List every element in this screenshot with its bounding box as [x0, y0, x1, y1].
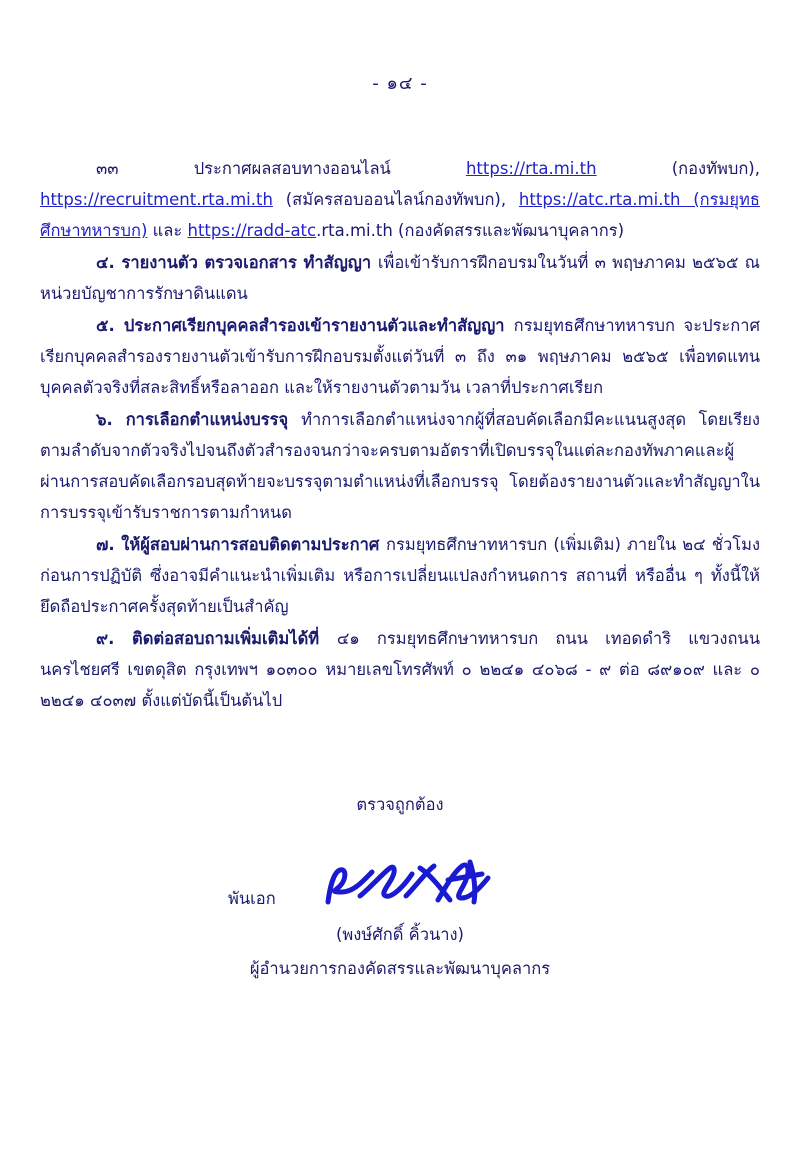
handwritten-signature — [320, 856, 500, 916]
signature-block — [40, 790, 760, 984]
paragraph-report-documents — [40, 247, 760, 309]
signer-title: ผู้อำนวยการกองคัดสรรและพัฒนาบุคลากร — [249, 959, 551, 978]
para-online-results-run-6: และ — [147, 221, 188, 240]
link-3[interactable]: https://recruitment.rta.mi.th — [40, 190, 273, 209]
para-online-results-run-0: ๓๓ ประกาศผลสอบทางออนไลน์ — [96, 159, 466, 178]
para-contact-run-0: ๙. ติดต่อสอบถามเพิ่มเติมได้ที่ — [96, 629, 337, 648]
paragraph-contact — [40, 623, 760, 716]
para-online-results-run-2: (กองทัพบก), — [596, 159, 760, 178]
link-1[interactable]: https://rta.mi.th — [465, 159, 597, 178]
para-contact-run-1: ๔๑ กรมยุทธศึกษาทหารบก ถนน เทอดดำริ แขวงถนนนครไชยศรี เขตดุสิต กรุงเทพฯ ๑๐๓๐๐ หมายเลขโทรศัพท์ ๐ ๒๒๔๑ ๔๐๖๘ - ๙ ต่อ ๘๙๑๐๙ และ ๐ ๒๒๔๑ ๔๐๓๗ ตั้งแต่บัดนี้เป็นต้นไป — [40, 629, 760, 710]
signer-name: (พงษ์ศักดิ์ คิ้วนาง) — [335, 925, 464, 944]
page-number: - ๑๔ - — [372, 73, 428, 94]
link-5[interactable]: https://atc.rta.mi.th (กรมยุทธศึกษาทหารบก) — [40, 190, 760, 240]
paragraph-online-results — [40, 153, 760, 246]
para-reserve-call-run-0: ๕. ประกาศเรียกบุคคลสำรองเข้ารายงานตัวและทำสัญญา — [96, 316, 514, 335]
signer-rank: พันเอก — [228, 889, 276, 908]
para-report-documents-run-0: ๔. รายงานตัว ตรวจเอกสาร ทำสัญญา — [96, 253, 378, 272]
verify-label: ตรวจถูกต้อง — [356, 795, 444, 814]
paragraph-position-selection — [40, 404, 760, 528]
paragraph-follow-announcement — [40, 529, 760, 622]
link-7[interactable]: https://radd-atc — [187, 221, 317, 240]
para-online-results-run-4: (สมัครสอบออนไลน์กองทัพบก), — [272, 190, 519, 209]
para-position-selection-run-1: ทำการเลือกตำแหน่งจากผู้ที่สอบคัดเลือกมีคะแนนสูงสุด โดยเรียงตามลำดับจากตัวจริงไปจนถึงตัวสำรองจนกว่าจะครบตามอัตราที่เปิดบรรจุในแต่ละกองทัพภาคและผู้ผ่านการสอบคัดเลือกรอบสุดท้ายจะบรรจุตามตำแหน่งที่เลือกบรรจุ โดยต้องรายงานตัวและทำสัญญาในการบรรจุเข้ารับราชการตามกำหนด — [40, 410, 760, 522]
para-position-selection-run-0: ๖. การเลือกตำแหน่งบรรจุ — [96, 410, 302, 429]
para-online-results-run-8: .rta.mi.th (กองคัดสรรและพัฒนาบุคลากร) — [316, 221, 625, 240]
para-follow-announcement-run-1: กรมยุทธศึกษาทหารบก (เพิ่มเติม) ภายใน ๒๔ ชั่วโมง ก่อนการปฏิบัติ ซึ่งอาจมีคำแนะนำเพิ่มเติม หรือการเปลี่ยนแปลงกำหนดการ สถานที่ หรืออื่น ๆ ทั้งนี้ให้ยึดถือประกาศครั้งสุดท้ายเป็นสำคัญ — [40, 535, 760, 616]
para-reserve-call-run-1: กรมยุทธศึกษาทหารบก จะประกาศเรียกบุคคลสำรองรายงานตัวเข้ารับการฝึกอบรมตั้งแต่วันที่ ๓ ถึง ๓๑ พฤษภาคม ๒๕๖๕ เพื่อทดแทนบุคคลตัวจริงที่สละสิทธิ์หรือลาออก และให้รายงานตัวตามวัน เวลาที่ประกาศเรียก — [40, 316, 760, 397]
paragraph-reserve-call — [40, 310, 760, 403]
para-follow-announcement-run-0: ๗. ให้ผู้สอบผ่านการสอบติดตามประกาศ — [96, 535, 386, 554]
document-body — [40, 153, 760, 716]
para-report-documents-run-1: เพื่อเข้ารับการฝึกอบรมในวันที่ ๓ พฤษภาคม ๒๕๖๕ ณ หน่วยบัญชาการรักษาดินแดน — [40, 253, 760, 303]
signature-row — [40, 862, 760, 914]
